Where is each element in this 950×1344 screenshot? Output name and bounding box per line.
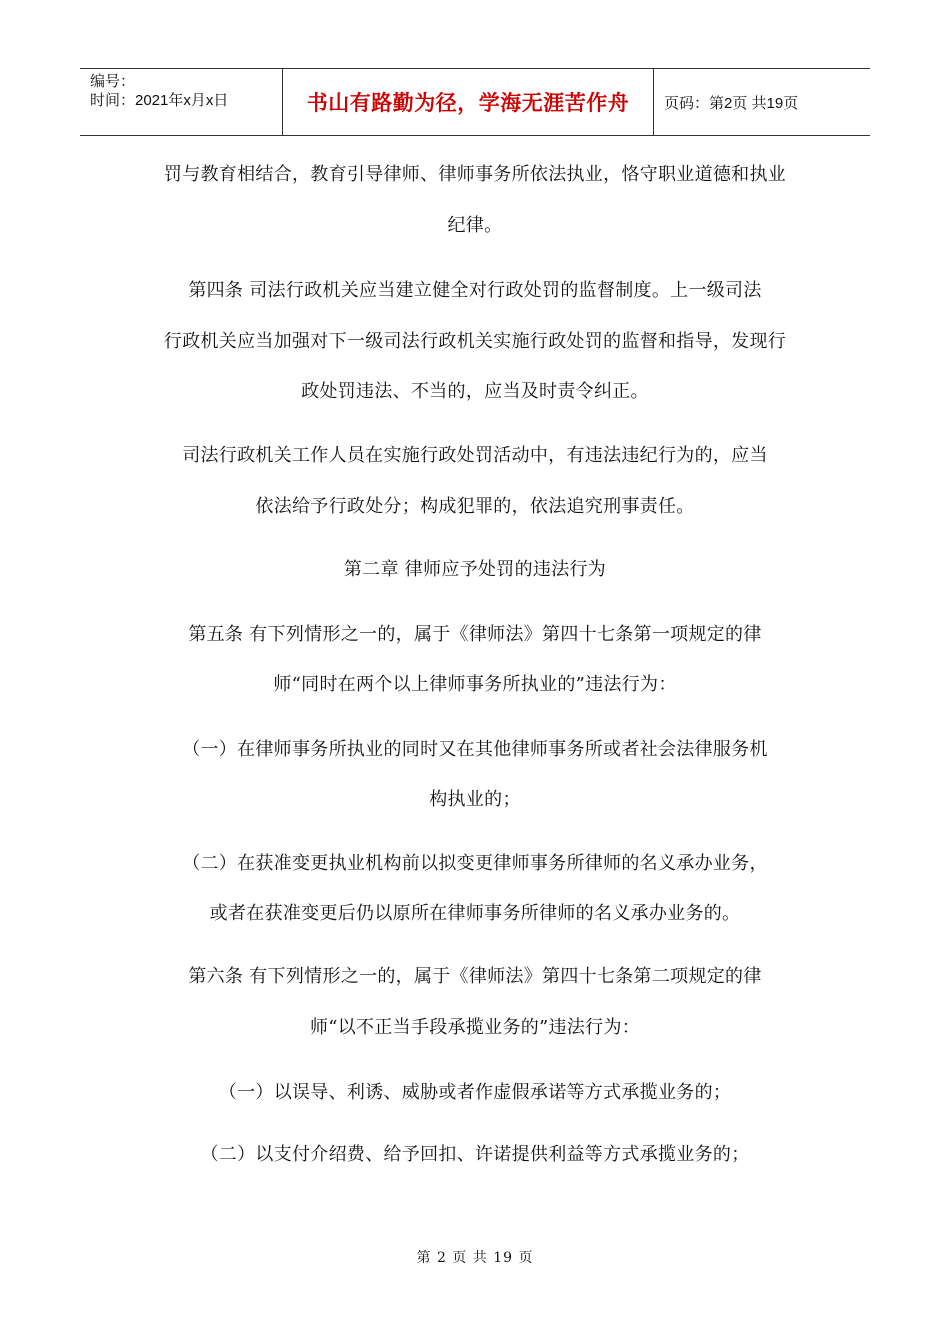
document-time-label: 时间：2021年x月x日 <box>90 92 229 109</box>
header-motto: 书山有路勤为径，学海无涯苦作舟 <box>282 69 654 135</box>
body-line: 构执业的； <box>429 789 521 810</box>
body-line: 行政机关应当加强对下一级司法行政机关实施行政处罚的监督和指导，发现行 <box>163 331 787 352</box>
body-line: 第六条 有下列情形之一的，属于《律师法》第四十七条第二项规定的律 <box>188 966 762 987</box>
chapter-heading: 第二章 律师应予处罚的违法行为 <box>343 559 607 580</box>
body-line: （二）以支付介绍费、给予回扣、许诺提供利益等方式承揽业务的； <box>200 1144 750 1165</box>
body-line: 师“以不正当手段承揽业务的”违法行为： <box>309 1017 641 1038</box>
document-number-label: 编号： <box>90 73 136 90</box>
body-line: 司法行政机关工作人员在实施行政处罚活动中，有违法违纪行为的，应当 <box>182 445 768 466</box>
body-line: 第五条 有下列情形之一的，属于《律师法》第四十七条第一项规定的律 <box>188 624 762 645</box>
body-line: （二）在获准变更执业机构前以拟变更律师事务所律师的名义承办业务， <box>182 853 768 874</box>
document-header <box>80 68 870 136</box>
body-line: 或者在获准变更后仍以原所在律师事务所律师的名义承办业务的。 <box>209 903 741 924</box>
header-meta <box>80 69 282 135</box>
body-line: 依法给予行政处分；构成犯罪的，依法追究刑事责任。 <box>255 496 695 517</box>
body-line: 罚与教育相结合，教育引导律师、律师事务所依法执业，恪守职业道德和执业 <box>163 164 787 185</box>
body-line: （一）在律师事务所执业的同时又在其他律师事务所或者社会法律服务机 <box>182 739 768 760</box>
body-line: 第四条 司法行政机关应当建立健全对行政处罚的监督制度。上一级司法 <box>188 280 762 301</box>
body-line: 纪律。 <box>447 215 503 236</box>
body-line: 师“同时在两个以上律师事务所执业的”违法行为： <box>273 674 677 695</box>
page-footer: 第 2 页 共 19 页 <box>416 1250 534 1266</box>
body-line: 政处罚违法、不当的，应当及时责令纠正。 <box>301 381 649 402</box>
header-page-info: 页码：第2页 共19页 <box>664 94 799 112</box>
body-line: （一）以误导、利诱、威胁或者作虚假承诺等方式承揽业务的； <box>218 1082 732 1103</box>
